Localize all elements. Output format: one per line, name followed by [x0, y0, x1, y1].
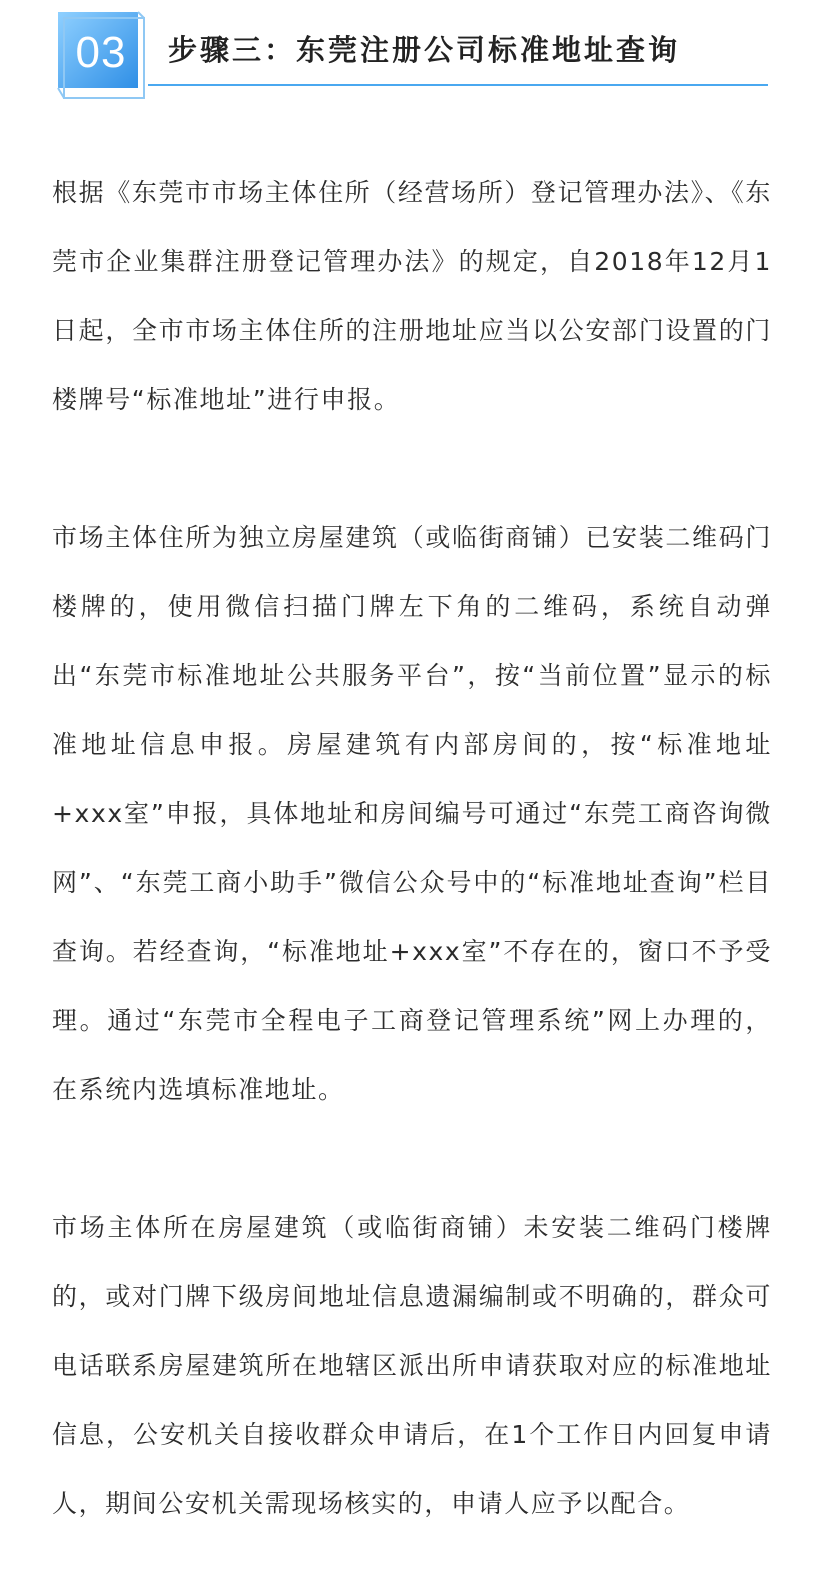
- header-underline: [148, 84, 768, 86]
- step-number: 03: [75, 28, 127, 77]
- section-title: 步骤三：东莞注册公司标准地址查询: [168, 33, 681, 67]
- section-header: [54, 8, 770, 100]
- step-badge: [56, 10, 146, 90]
- paragraph-1: 根据《东莞市市场主体住所（经营场所）登记管理办法》、《东莞市企业集群注册登记管理办法》的规定，自2018年12月1日起，全市市场主体住所的注册地址应当以公安部门设置的门楼牌号“标准地址”进行申报。: [52, 178, 772, 414]
- article-body: [52, 158, 772, 1538]
- paragraph-3: 市场主体所在房屋建筑（或临街商铺）未安装二维码门楼牌的，或对门牌下级房间地址信息遗漏编制或不明确的，群众可电话联系房屋建筑所在地辖区派出所申请获取对应的标准地址信息，公安机关自接收群众申请后，在1个工作日内回复申请人，期间公安机关需现场核实的，申请人应予以配合。: [52, 1213, 772, 1518]
- paragraph-2: 市场主体住所为独立房屋建筑（或临街商铺）已安装二维码门楼牌的，使用微信扫描门牌左下角的二维码，系统自动弹出“东莞市标准地址公共服务平台”，按“当前位置”显示的标准地址信息申报。房屋建筑有内部房间的，按“标准地址+xxx室”申报，具体地址和房间编号可通过“东莞工商咨询微网”、“东莞工商小助手”微信公众号中的“标准地址查询”栏目查询。若经查询，“标准地址+xxx室”不存在的，窗口不予受理。通过“东莞市全程电子工商登记管理系统”网上办理的，在系统内选填标准地址。: [52, 523, 772, 1104]
